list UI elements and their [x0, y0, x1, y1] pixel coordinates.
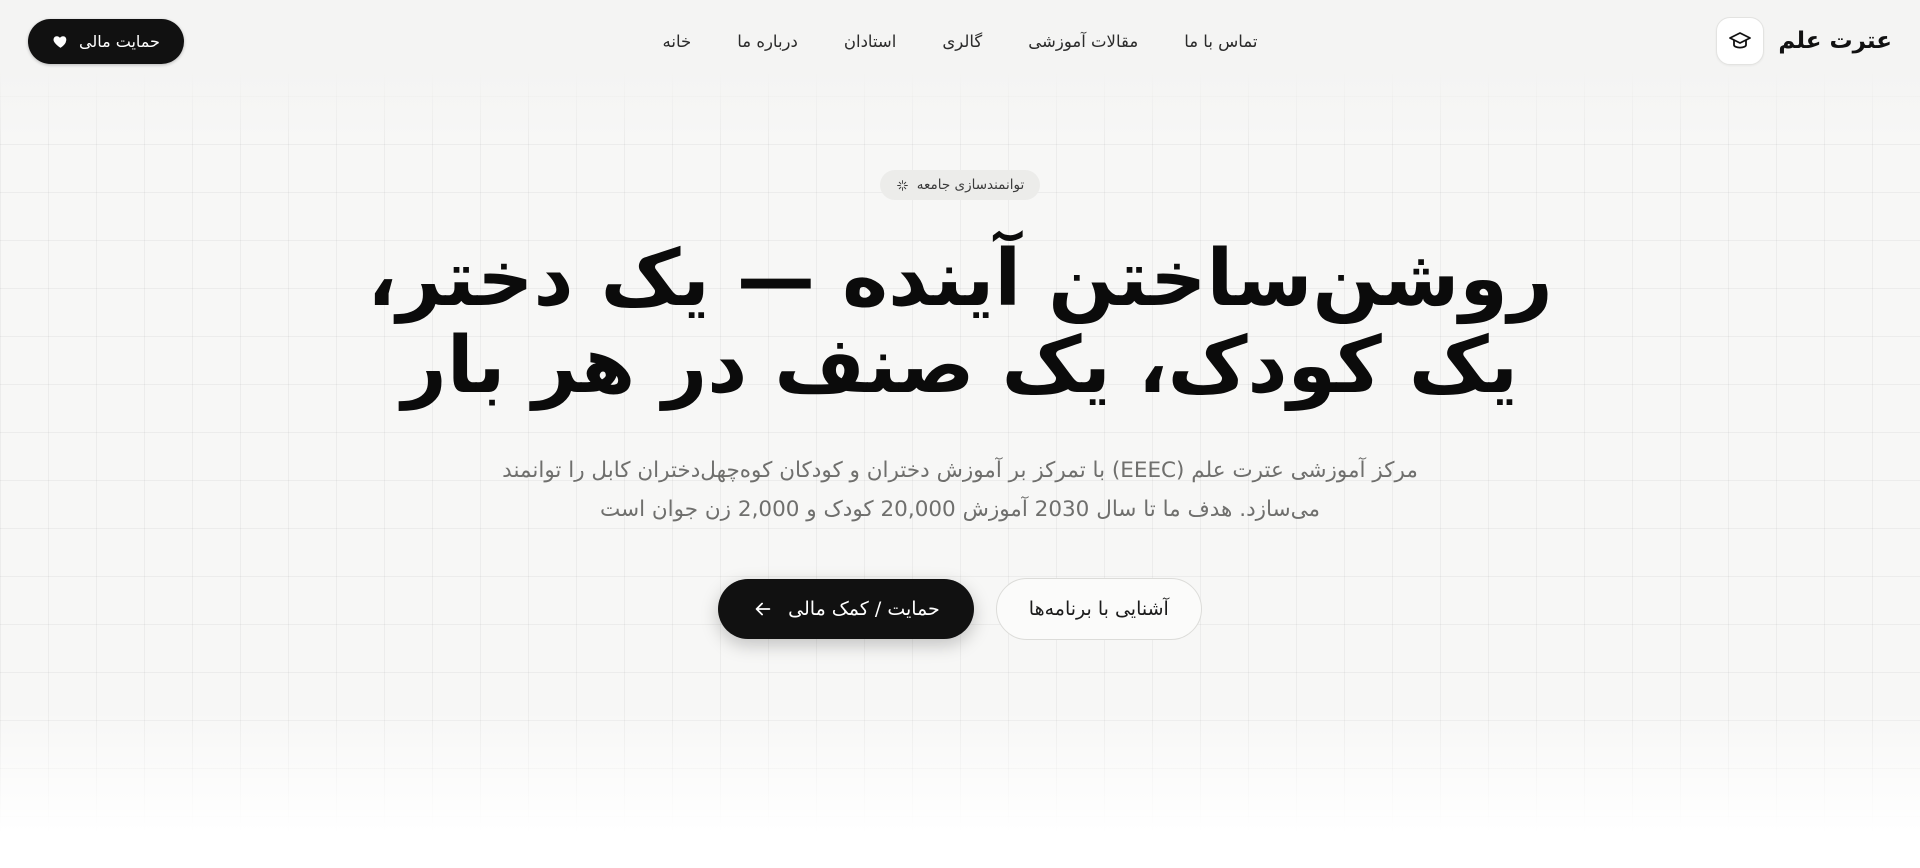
graduation-cap-icon — [1716, 17, 1764, 65]
hero-eyebrow-label: توانمندسازی جامعه — [916, 177, 1025, 193]
hero-title: روشن‌ساختن آینده — یک دختر، یک کودک، یک صنف در هر بار — [367, 234, 1553, 412]
learn-programs-button[interactable]: آشنایی با برنامه‌ها — [996, 578, 1202, 640]
donate-button[interactable] — [28, 19, 184, 64]
site-header — [0, 0, 1920, 82]
sparkle-icon — [896, 179, 909, 192]
nav-item-teachers[interactable]: استادان — [843, 31, 897, 51]
heart-icon — [52, 33, 69, 50]
nav-item-articles[interactable]: مقالات آموزشی — [1028, 31, 1139, 51]
donate-button-label: حمایت مالی — [79, 31, 160, 51]
arrow-left-icon — [752, 598, 774, 620]
main-nav — [663, 32, 1258, 51]
brand[interactable] — [1716, 17, 1892, 65]
hero-subtitle: مرکز آموزشی عترت علم (EEEC) با تمرکز بر آموزش دختران و کودکان کوه‌چهل‌دختران کابل را توانمند می‌سازد. هدف ما تا سال 2030 آموزش 20,000 کودک و 2,000 زن جوان است — [502, 457, 1418, 523]
support-donate-button[interactable] — [718, 579, 974, 639]
brand-name: عترت علم — [1778, 28, 1892, 54]
hero-eyebrow-badge — [880, 170, 1040, 200]
nav-item-gallery[interactable]: گالری — [942, 31, 983, 51]
nav-item-contact[interactable]: تماس با ما — [1184, 31, 1258, 51]
nav-item-about[interactable]: درباره ما — [737, 31, 798, 51]
hero-cta-row — [718, 578, 1202, 640]
support-donate-label: حمایت / کمک مالی — [788, 598, 940, 621]
hero-section — [0, 170, 1920, 640]
nav-item-home[interactable]: خانه — [662, 31, 692, 51]
